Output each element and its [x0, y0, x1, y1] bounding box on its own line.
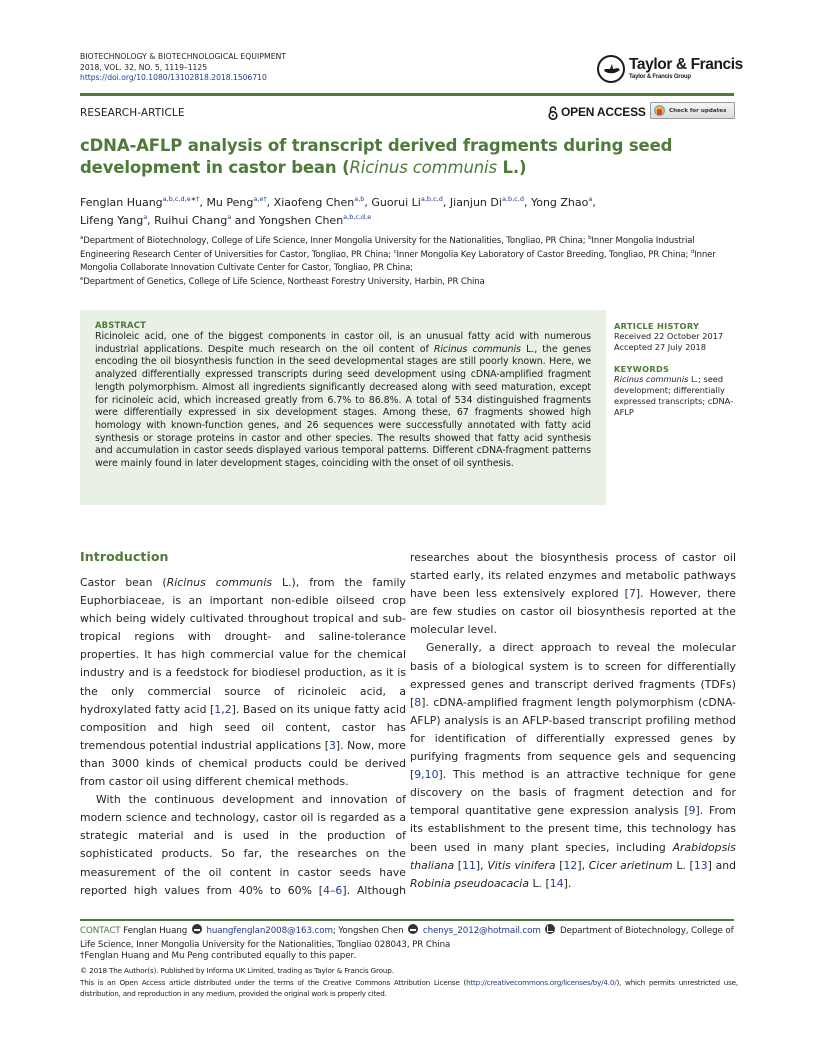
footer-divider	[80, 919, 734, 921]
affiliation: Department of Genetics, College of Life Science, Northeast Forestry University, Harbin, PR China	[83, 276, 485, 287]
author[interactable]: Lifeng Yang	[80, 214, 144, 227]
header-divider	[80, 93, 734, 96]
publisher-brand: Taylor & Francis	[629, 56, 743, 73]
author[interactable]: Jianjun Di	[449, 196, 502, 209]
citation-link[interactable]: 3	[329, 738, 336, 752]
copyright-notice: © 2018 The Author(s). Published by Informa UK Limited, trading as Taylor & Francis Group.	[80, 966, 394, 975]
publisher-group: Taylor & Francis Group	[629, 74, 691, 80]
keywords-list: Ricinus communis L.; seed development; differentially expressed transcripts; cDNA-AFLP	[614, 374, 734, 417]
affiliations	[80, 235, 740, 289]
author[interactable]: Yong Zhao	[530, 196, 589, 209]
abstract-text: Ricinoleic acid, one of the biggest components in castor oil, is an unusual fatty acid with numerous industrial applications. Despite much research on the oil content of Ricinus communis L., the genes encoding the oil biosynthesis function in the seed developmental stages are still poorly known. Here, we analyzed differentially expressed transcripts during seed development using cDNA-amplified fragment length polymorphism. Almost all ingredients significantly decreased along with seed maturation, except for ricinoleic acid, which increased greatly from 6.7% to 86.8%. A total of 534 distinguished fragments were differentially expressed in six development stages. Among these, 67 fragments showed high homology with known-function genes, and 26 sequences were successfully annotated with fatty acid synthesis or storage proteins in castor and other species. The results showed that fatty acid synthesis and accumulation in castor seeds displayed various temporal patterns. Different cDNA-fragment patterns were mainly found in later development stages, coinciding with the onset of oil synthesis.	[95, 331, 591, 470]
affil-key: b	[588, 235, 592, 241]
article-history-heading: ARTICLE HISTORY	[614, 321, 700, 331]
title-text: cDNA-AFLP analysis of transcript derived fragments during seed development in castor bean (	[80, 136, 673, 177]
check-updates-icon	[654, 105, 665, 116]
affil-key: c	[393, 248, 397, 255]
check-for-updates-button[interactable]	[650, 102, 735, 119]
email-link[interactable]: chenys_2012@hotmail.com	[422, 926, 541, 936]
affil-key: e	[80, 275, 84, 282]
citation-link[interactable]: 9	[688, 804, 696, 818]
author-affil-marks[interactable]: a	[143, 213, 148, 221]
citation-link[interactable]: 12	[563, 858, 578, 872]
affil-key: a	[80, 235, 84, 241]
author-affil-marks[interactable]: a	[588, 195, 593, 203]
citation-link[interactable]: 8	[414, 695, 422, 709]
contact-address: Department of Biotechnology, College of Life Science, Inner Mongolia University for the Nationalities, Tongliao 028043, PR China	[80, 926, 734, 950]
title-species: Ricinus communis	[349, 158, 497, 177]
citation-link[interactable]: 13	[693, 858, 708, 872]
paragraph: Castor bean (Ricinus communis L.), from the family Euphorbiaceae, is an important non-edible oilseed crop which being widely cultivated throughout tropical and sub-tropical regions with drought- and saline-tolerance properties. It has high commercial value for the chemical industry and is a feedstock for biodiesel production, as it is the only commercial source of ricinoleic acid, a hydroxylated fatty acid [1,2]. Based on its unique fatty acid composition and high seed oil content, castor has tremendous potential industrial applications [3]. Now, more than 3000 kinds of chemical products could be derived from castor oil using different chemical methods.	[80, 576, 406, 789]
affil-key: d	[690, 248, 695, 255]
author[interactable]: Guorui Li	[371, 196, 421, 209]
paragraph: researches about the biosynthesis process of castor oil started early, its related enzymes and metabolic pathways have been less extensively explored [7]. However, there are few studies on castor oil biosynthesis reported at the molecular level.	[410, 551, 736, 637]
introduction-heading: Introduction	[80, 549, 169, 564]
affiliation: Department of Biotechnology, College of Life Science, Inner Mongolia University for the Nationalities, Tongliao, PR China;	[83, 236, 589, 246]
article-title	[80, 135, 700, 179]
author[interactable]: Fenglan Huang	[80, 196, 163, 209]
open-access-badge	[548, 105, 646, 119]
journal-name: BIOTECHNOLOGY & BIOTECHNOLOGICAL EQUIPMENT	[80, 52, 287, 61]
volume-info: 2018, VOL. 32, NO. 5, 1119–1125	[80, 62, 208, 72]
contact-info	[80, 924, 740, 952]
article-info-panel	[606, 310, 746, 505]
abstract-heading: ABSTRACT	[95, 320, 146, 330]
citation-link[interactable]: 14	[549, 876, 564, 890]
citation-link[interactable]: 11	[462, 858, 476, 872]
tf-logo-icon	[597, 55, 625, 83]
title-text-end: L.)	[496, 158, 527, 177]
paragraph: With the continuous development and innovation of modern science and technology, castor oil is regarded as a strategic material and is used in the production of sophisticated products. So far, the researches on the measurement of the oil content in castor seeds have reported high values from 40% to 60% [4–6]. Although	[80, 793, 406, 897]
contact-name: Fenglan Huang	[120, 926, 190, 936]
accepted-date: Accepted 27 July 2018	[614, 342, 706, 352]
author[interactable]: Yongshen Chen	[258, 214, 344, 227]
citation-link[interactable]: 2	[224, 702, 232, 716]
email-icon	[408, 924, 418, 934]
affiliation: Inner Mongolia Industrial Engineering Research Center of Universities for Castor, Tongliao, PR China;	[80, 236, 695, 260]
address-icon	[545, 924, 555, 934]
author[interactable]: Ruihui Chang	[154, 214, 228, 227]
email-icon	[192, 924, 202, 934]
citation-link[interactable]: 9,10	[414, 768, 439, 782]
section-type: RESEARCH-ARTICLE	[80, 107, 185, 119]
email-link[interactable]: huangfenglan2008@163.com	[206, 926, 333, 936]
affiliation: Inner Mongolia Key Laboratory of Castor Breeding, Tongliao, PR China;	[396, 249, 691, 260]
author-affil-marks[interactable]: a,b,c,d,e	[343, 213, 372, 221]
open-access-label: OPEN ACCESS	[561, 105, 646, 119]
open-lock-icon	[548, 105, 558, 119]
check-updates-label: Check for updates	[669, 107, 727, 114]
author[interactable]: Mu Peng	[206, 196, 254, 209]
received-date: Received 22 October 2017	[614, 331, 724, 341]
citation-link[interactable]: 7	[628, 587, 636, 601]
abstract-box	[80, 310, 606, 505]
body-column-left	[80, 548, 406, 900]
author-list: Fenglan Huang$^{a,b,c,d,e∗\dagger}$, Mu Peng$^{a,e\dagger}$, Xiaofeng Chen$^{a,b}$, Guorui Li$^{a,b,c,d}$, Jianjun Di$^{a,b,c,d}$, Yong Zhao$^a$, Lifeng Yang$^a$, Ruihui Chang$^a$ and Yongshen Chen$^{a,b,c,d,e}$	[80, 195, 596, 227]
equal-contribution-note: †Fenglan Huang and Mu Peng contributed equally to this paper.	[80, 951, 357, 961]
author-affil-marks[interactable]: a,b,c,d,e∗†	[162, 195, 200, 203]
paragraph: Generally, a direct approach to reveal the molecular basis of a biological system is to screen for differentially expressed genes and transcript derived fragments (TDFs) [8]. cDNA-amplified fragment length polymorphism (cDNA-AFLP) analysis is an AFLP-based transcript profiling method for identification of differentially expressed genes by purifying fragments from sequence gels and sequencing [9,10]. This method is an attractive technique for gene discovery on the basis of fragment detection and for temporal quantitative gene expression analysis [9]. From its establishment to the present time, this technology has been used in many plant species, including Arabidopsis thaliana [11], Vitis vinifera [12], Cicer arietinum L. [13] and Robinia pseudoacacia L. [14].	[410, 641, 737, 890]
author[interactable]: Xiaofeng Chen	[273, 196, 355, 209]
keywords-heading: KEYWORDS	[614, 364, 670, 374]
affiliation: Inner Mongolia Collaborate Innovation Cultivate Center for Castor, Tongliao, PR China;	[80, 249, 716, 274]
license-notice: This is an Open Access article distributed under the terms of the Creative Commons Attribution License (http://creativecommons.org/licenses/by/4.0/), which permits unrestricted use, distribution, and reproduction in any medium, provided the original work is properly cited.	[80, 978, 738, 998]
body-column-right	[410, 549, 736, 893]
author-affil-marks[interactable]: a,b,c,d	[501, 195, 524, 203]
citation-link[interactable]: 4–6	[323, 883, 343, 897]
author-affil-marks[interactable]: a,b	[354, 195, 365, 203]
publisher-logo[interactable]	[597, 55, 743, 83]
contact-name: ; Yongshen Chen	[332, 926, 407, 936]
citation-link[interactable]: 1	[214, 702, 222, 716]
doi-link[interactable]: https://doi.org/10.1080/13102818.2018.1506710	[80, 73, 267, 83]
contact-label: CONTACT	[80, 926, 121, 936]
journal-meta	[80, 52, 286, 84]
author-affil-marks[interactable]: a,e†	[253, 195, 267, 203]
license-link[interactable]: http://creativecommons.org/licenses/by/4.0/	[466, 978, 617, 987]
author-affil-marks[interactable]: a	[227, 213, 232, 221]
author-affil-marks[interactable]: a,b,c,d	[420, 195, 443, 203]
